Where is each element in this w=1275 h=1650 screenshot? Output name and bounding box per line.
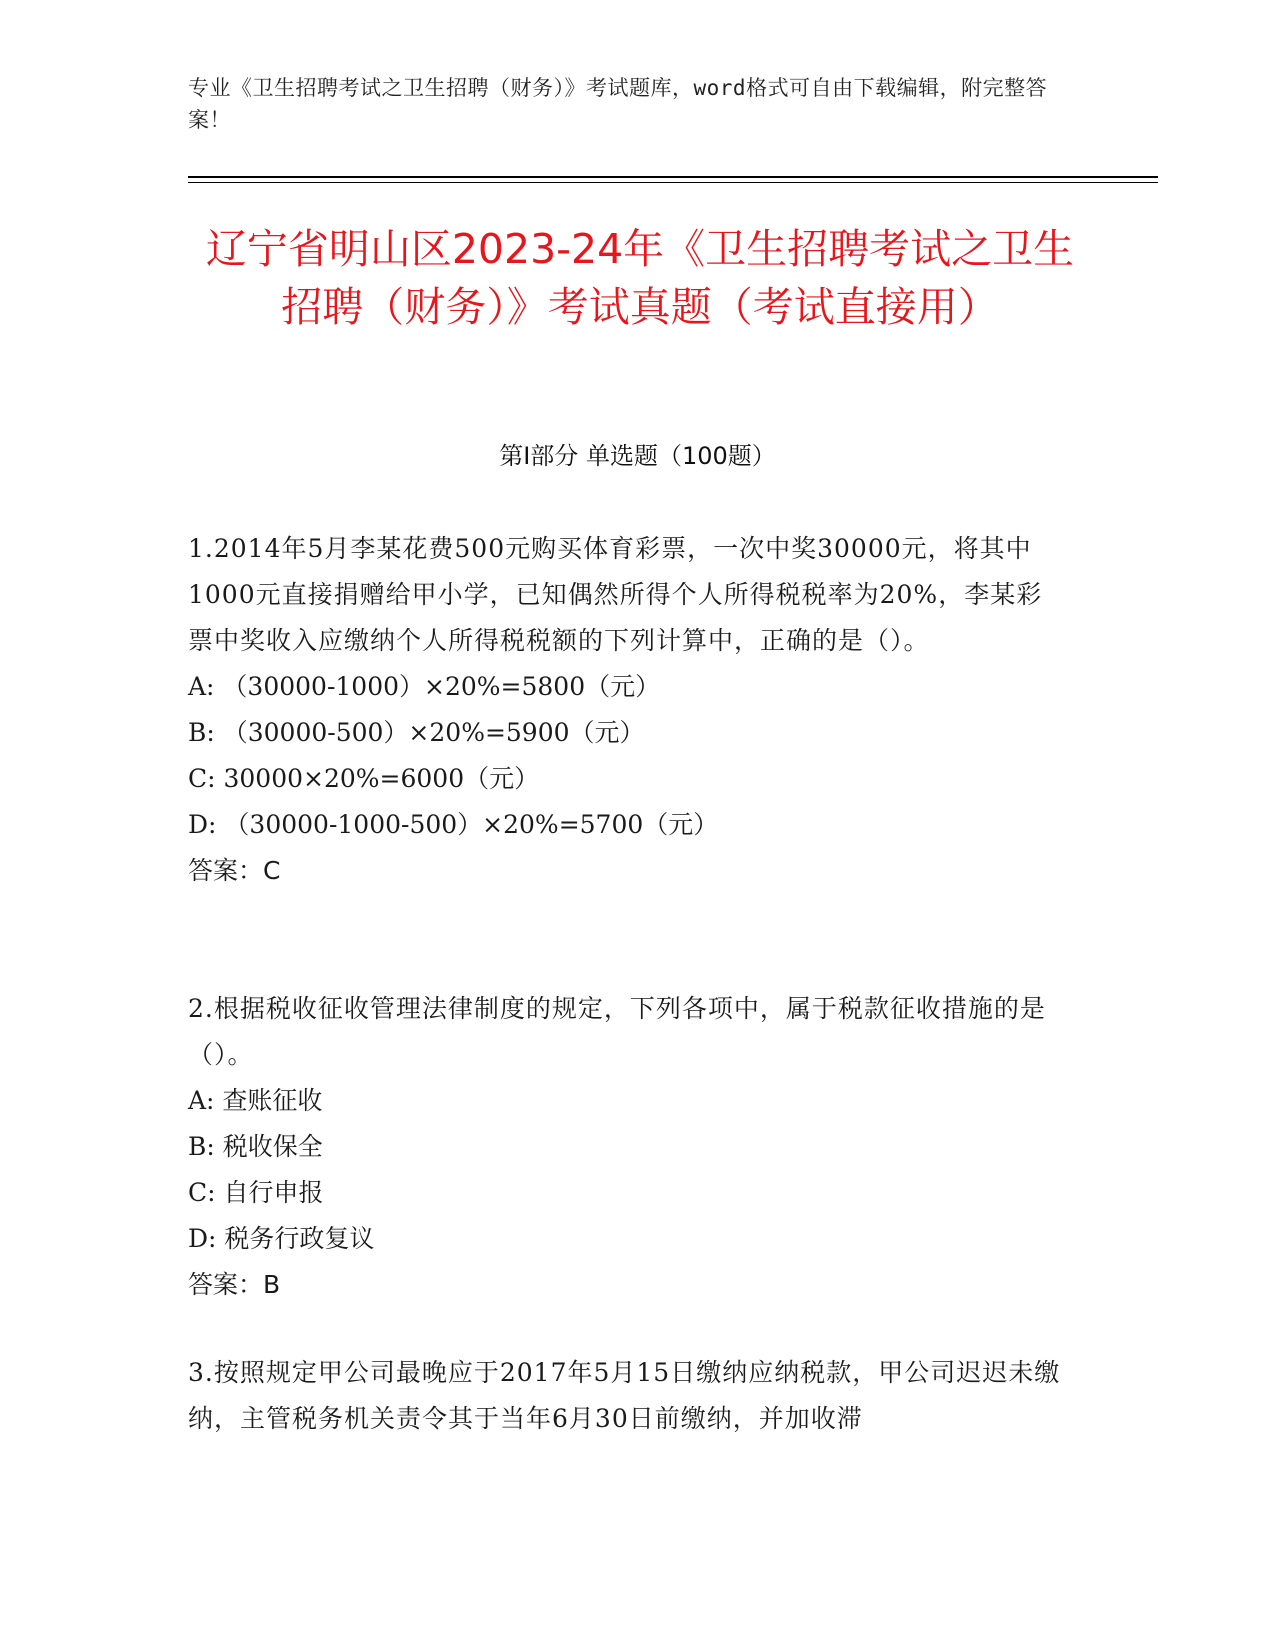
option-d: D: 税务行政复议 <box>188 1224 375 1253</box>
option-a: A: 查账征收 <box>188 1086 323 1115</box>
option-b: B: （30000-500）×20%=5900（元） <box>188 718 645 747</box>
header-divider-thin <box>188 182 1158 183</box>
answer-label: 答案： <box>188 1270 264 1299</box>
option-c: C: 30000×20%=6000（元） <box>188 764 540 793</box>
answer-line <box>188 1262 1068 1308</box>
document-title: 辽宁省明山区2023-24年《卫生招聘考试之卫生招聘（财务）》考试真题（考试直接用） <box>205 225 1075 331</box>
option-b: B: 税收保全 <box>188 1132 323 1161</box>
question-1 <box>188 526 1068 894</box>
header-note: 专业《卫生招聘考试之卫生招聘（财务）》考试题库，word格式可自由下载编辑，附完整答案！ <box>188 76 1048 132</box>
header-divider-thick <box>188 176 1158 178</box>
question-stem: 3.按照规定甲公司最晚应于2017年5月15日缴纳应纳税款，甲公司迟迟未缴纳，主管税务机关责令其于当年6月30日前缴纳，并加收滞 <box>188 1358 1061 1433</box>
answer-value: B <box>263 1270 281 1299</box>
question-2 <box>188 986 1068 1308</box>
answer-line <box>188 848 1068 894</box>
question-3 <box>188 1350 1068 1442</box>
option-c: C: 自行申报 <box>188 1178 324 1207</box>
option-d: D: （30000-1000-500）×20%=5700（元） <box>188 810 719 839</box>
section-heading: 第I部分 单选题（100题） <box>499 442 776 470</box>
question-stem: 1.2014年5月李某花费500元购买体育彩票，一次中奖30000元，将其中1000元直接捐赠给甲小学，已知偶然所得个人所得税税率为20%，李某彩票中奖收入应缴纳个人所得税税额的下列计算中，正确的是（）。 <box>188 534 1043 655</box>
question-stem: 2.根据税收征收管理法律制度的规定，下列各项中，属于税款征收措施的是（）。 <box>188 994 1046 1069</box>
answer-label: 答案： <box>188 856 264 885</box>
option-a: A: （30000-1000）×20%=5800（元） <box>188 672 661 701</box>
answer-value: C <box>263 856 281 885</box>
